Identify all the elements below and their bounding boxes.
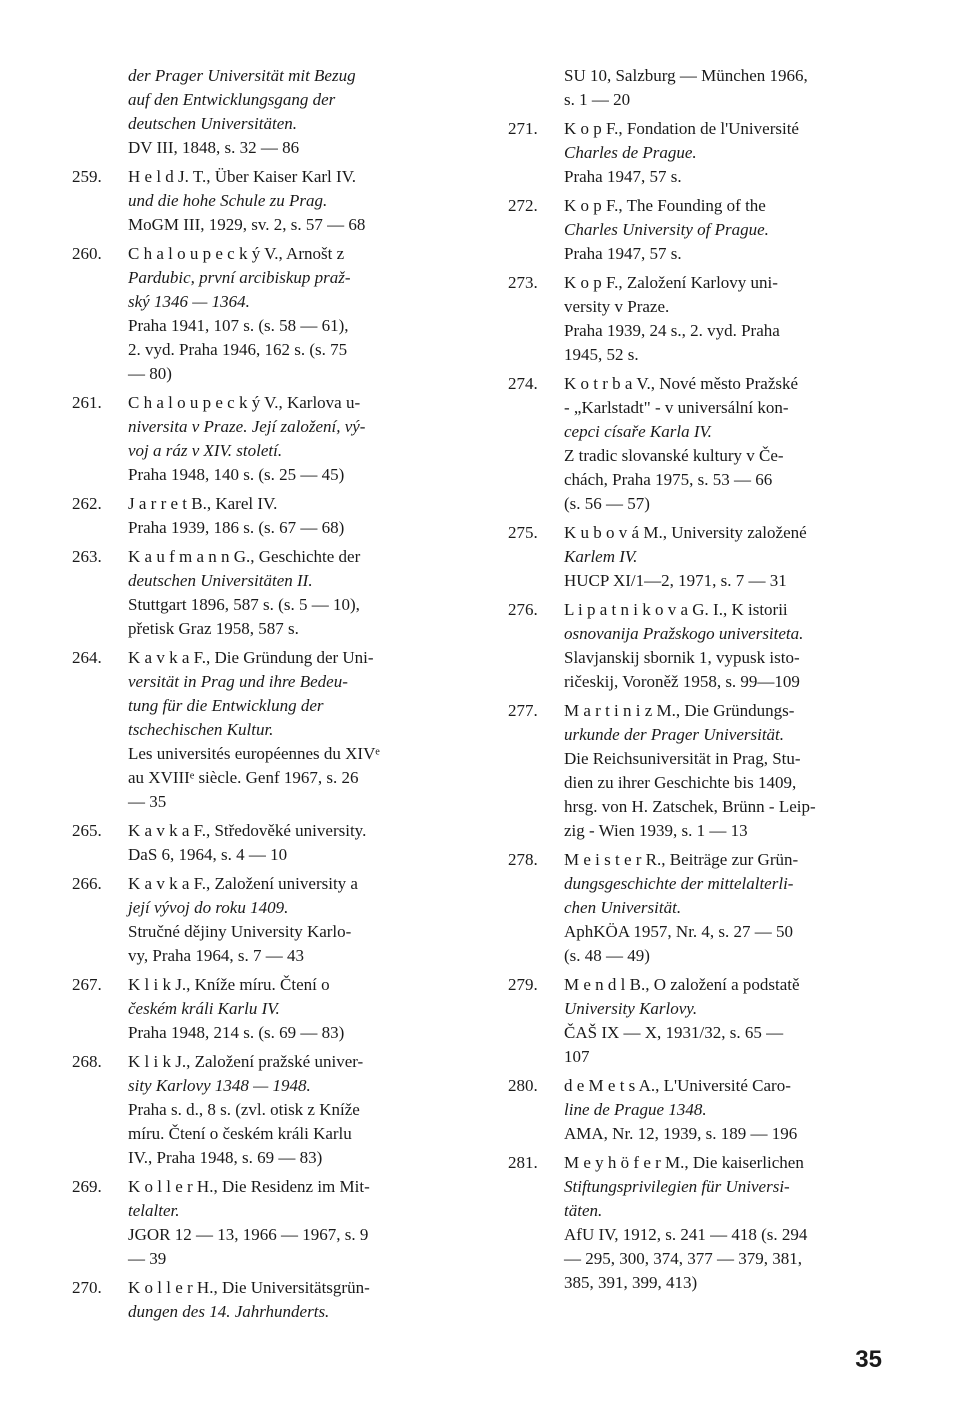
entry-line: K o p F., Založení Karlovy uni-: [564, 273, 778, 292]
bibliography-entry: [508, 848, 892, 968]
entry-line: urkunde der Prager Universität.: [564, 725, 785, 744]
entry-line: Stiftungsprivilegien für Universi-: [564, 1177, 790, 1196]
entry-text: [128, 492, 452, 540]
left-column: [72, 64, 452, 1329]
bibliography-entry: [508, 521, 892, 593]
entry-line: Pardubic, první arcibiskup praž-: [128, 268, 351, 287]
entry-line: hrsg. von H. Zatschek, Brünn - Leip-: [564, 797, 816, 816]
entry-line: K o l l e r H., Die Universitätsgrün-: [128, 1278, 370, 1297]
entry-number: 261.: [72, 393, 102, 412]
bibliography-entry: [508, 1151, 892, 1295]
entry-line: dungsgeschichte der mittelalterli-: [564, 874, 794, 893]
entry-line: der Prager Universität mit Bezug: [128, 66, 356, 85]
entry-line: und die hohe Schule zu Prag.: [128, 191, 328, 210]
entry-text: [564, 1074, 892, 1146]
entry-text: [564, 699, 892, 843]
entry-line: M e i s t e r R., Beiträge zur Grün-: [564, 850, 799, 869]
entry-line: tschechischen Kultur.: [128, 720, 274, 739]
entry-number: 268.: [72, 1052, 102, 1071]
entry-number: 269.: [72, 1177, 102, 1196]
entry-number: 272.: [508, 196, 538, 215]
entry-text: [564, 372, 892, 516]
entry-text: [128, 1175, 452, 1271]
entry-text: [128, 165, 452, 237]
entry-text: [128, 1276, 452, 1324]
entry-line: line de Prague 1348.: [564, 1100, 707, 1119]
entry-text: [564, 521, 892, 593]
entry-line: C h a l o u p e c k ý V., Arnošt z: [128, 244, 345, 263]
entry-line: SU 10, Salzburg — München 1966,: [564, 66, 808, 85]
entry-line: ský 1346 — 1364.: [128, 292, 250, 311]
bibliography-entry: [72, 819, 452, 867]
entry-line: Les universités européennes du XIVᵉ: [128, 744, 380, 763]
entry-number: 280.: [508, 1076, 538, 1095]
entry-line: míru. Čtení o českém králi Karlu: [128, 1124, 352, 1143]
entry-line: niversita v Praze. Její založení, vý-: [128, 417, 366, 436]
bibliography-entry: [508, 372, 892, 516]
entry-number: 279.: [508, 975, 538, 994]
entry-line: Karlem IV.: [564, 547, 638, 566]
entry-line: d e M e t s A., L'Université Caro-: [564, 1076, 791, 1095]
bibliography-entry: [72, 391, 452, 487]
entry-number: 259.: [72, 167, 102, 186]
entry-line: IV., Praha 1948, s. 69 — 83): [128, 1148, 323, 1167]
entry-line: K o p F., The Founding of the: [564, 196, 766, 215]
entry-line: M e y h ö f e r M., Die kaiserlichen: [564, 1153, 804, 1172]
entry-line: JGOR 12 — 13, 1966 — 1967, s. 9: [128, 1225, 369, 1244]
entry-line: AphKÖA 1957, Nr. 4, s. 27 — 50: [564, 922, 794, 941]
entry-line: — 35: [128, 792, 167, 811]
entry-line: C h a l o u p e c k ý V., Karlova u-: [128, 393, 361, 412]
entry-line: K a v k a F., Die Gründung der Uni-: [128, 648, 374, 667]
entry-text: [564, 117, 892, 189]
entry-line: deutschen Universitäten.: [128, 114, 298, 133]
entry-line: H e l d J. T., Über Kaiser Karl IV.: [128, 167, 357, 186]
entry-number: 274.: [508, 374, 538, 393]
entry-line: Praha 1947, 57 s.: [564, 244, 682, 263]
entry-line: deutschen Universitäten II.: [128, 571, 313, 590]
entry-line: českém králi Karlu IV.: [128, 999, 280, 1018]
entry-line: Praha 1948, 214 s. (s. 69 — 83): [128, 1023, 345, 1042]
entry-line: Slavjanskij sbornik 1, vypusk isto-: [564, 648, 800, 667]
bibliography-entry: [72, 646, 452, 814]
entry-line: Stuttgart 1896, 587 s. (s. 5 — 10),: [128, 595, 360, 614]
entry-line: Praha s. d., 8 s. (zvl. otisk z Kníže: [128, 1100, 360, 1119]
entry-line: chen Universität.: [564, 898, 682, 917]
entry-line: K l i k J., Kníže míru. Čtení o: [128, 975, 330, 994]
entry-line: täten.: [564, 1201, 603, 1220]
entry-line: Z tradic slovanské kultury v Če-: [564, 446, 784, 465]
entry-text: [128, 545, 452, 641]
entry-continuation: [128, 64, 452, 160]
entry-line: — 39: [128, 1249, 167, 1268]
entry-line: K a v k a F., Středověké university.: [128, 821, 367, 840]
entry-number: 276.: [508, 600, 538, 619]
entry-line: tung für die Entwicklung der: [128, 696, 324, 715]
entry-line: MoGM III, 1929, sv. 2, s. 57 — 68: [128, 215, 366, 234]
entry-continuation: [564, 64, 892, 112]
entry-line: voj a ráz v XIV. století.: [128, 441, 283, 460]
entry-line: DV III, 1848, s. 32 — 86: [128, 138, 300, 157]
entry-line: AfU IV, 1912, s. 241 — 418 (s. 294: [564, 1225, 808, 1244]
entry-text: [128, 242, 452, 386]
entry-line: Praha 1939, 24 s., 2. vyd. Praha: [564, 321, 780, 340]
entry-line: Charles de Prague.: [564, 143, 697, 162]
entry-line: Praha 1948, 140 s. (s. 25 — 45): [128, 465, 345, 484]
entry-number: 278.: [508, 850, 538, 869]
entry-line: telalter.: [128, 1201, 180, 1220]
bibliography-entry: [72, 165, 452, 237]
entry-text: [128, 1050, 452, 1170]
entry-line: zig - Wien 1939, s. 1 — 13: [564, 821, 748, 840]
entry-line: ČAŠ IX — X, 1931/32, s. 65 —: [564, 1023, 784, 1042]
bibliography-entry: [508, 271, 892, 367]
entry-line: K u b o v á M., University založené: [564, 523, 807, 542]
entry-line: Praha 1947, 57 s.: [564, 167, 682, 186]
entry-line: J a r r e t B., Karel IV.: [128, 494, 278, 513]
bibliography-entry: [72, 1050, 452, 1170]
entry-text: [564, 598, 892, 694]
entry-number: 267.: [72, 975, 102, 994]
entry-line: K o l l e r H., Die Residenz im Mit-: [128, 1177, 370, 1196]
entry-line: — 80): [128, 364, 172, 383]
entry-line: AMA, Nr. 12, 1939, s. 189 — 196: [564, 1124, 798, 1143]
bibliography-entry: [72, 872, 452, 968]
entry-text: [128, 646, 452, 814]
entry-line: chách, Praha 1975, s. 53 — 66: [564, 470, 773, 489]
entry-text: [564, 1151, 892, 1295]
entry-line: její vývoj do roku 1409.: [128, 898, 289, 917]
bibliography-entry: [72, 1175, 452, 1271]
entry-line: L i p a t n i k o v a G. I., K istorii: [564, 600, 788, 619]
entry-line: Charles University of Prague.: [564, 220, 769, 239]
bibliography-entry: [72, 545, 452, 641]
entry-line: K o t r b a V., Nové město Pražské: [564, 374, 799, 393]
entry-line: cepci císaře Karla IV.: [564, 422, 712, 441]
entry-line: osnovanija Pražskogo universiteta.: [564, 624, 804, 643]
entry-line: Praha 1941, 107 s. (s. 58 — 61),: [128, 316, 349, 335]
entry-number: 270.: [72, 1278, 102, 1297]
right-column: [508, 64, 892, 1300]
entry-number: 264.: [72, 648, 102, 667]
entry-line: au XVIIIᵉ siècle. Genf 1967, s. 26: [128, 768, 359, 787]
entry-line: DaS 6, 1964, s. 4 — 10: [128, 845, 288, 864]
entry-line: (s. 56 — 57): [564, 494, 650, 513]
entry-number: 271.: [508, 119, 538, 138]
entry-text: [128, 391, 452, 487]
entry-number: 266.: [72, 874, 102, 893]
entry-number: 273.: [508, 273, 538, 292]
entry-line: — 295, 300, 374, 377 — 379, 381,: [564, 1249, 802, 1268]
entry-line: ričeskij, Voroněž 1958, s. 99—109: [564, 672, 800, 691]
entry-line: HUCP XI/1—2, 1971, s. 7 — 31: [564, 571, 787, 590]
bibliography-entry: [72, 973, 452, 1045]
bibliography-entry: [508, 598, 892, 694]
entry-line: Stručné dějiny University Karlo-: [128, 922, 352, 941]
bibliography-entry: [508, 699, 892, 843]
entry-number: 277.: [508, 701, 538, 720]
entry-line: M a r t i n i z M., Die Gründungs-: [564, 701, 795, 720]
entry-line: - „Karlstadt" - v universální kon-: [564, 398, 789, 417]
entry-text: [564, 194, 892, 266]
entry-line: M e n d l B., O založení a podstatě: [564, 975, 800, 994]
entry-line: K o p F., Fondation de l'Université: [564, 119, 799, 138]
entry-line: Praha 1939, 186 s. (s. 67 — 68): [128, 518, 345, 537]
entry-line: dien zu ihrer Geschichte bis 1409,: [564, 773, 797, 792]
entry-line: versität in Prag und ihre Bedeu-: [128, 672, 348, 691]
entry-line: versity v Praze.: [564, 297, 670, 316]
entry-number: 265.: [72, 821, 102, 840]
bibliography-entry: [508, 117, 892, 189]
bibliography-entry: [72, 242, 452, 386]
page-number: 35: [855, 1346, 882, 1373]
entry-number: 263.: [72, 547, 102, 566]
entry-line: K a u f m a n n G., Geschichte der: [128, 547, 361, 566]
entry-line: (s. 48 — 49): [564, 946, 650, 965]
bibliography-entry: [508, 973, 892, 1069]
entry-text: [128, 819, 452, 867]
entry-number: 260.: [72, 244, 102, 263]
entry-line: University Karlovy.: [564, 999, 698, 1018]
entry-line: Die Reichsuniversität in Prag, Stu-: [564, 749, 801, 768]
entry-text: [564, 848, 892, 968]
entry-line: auf den Entwicklungsgang der: [128, 90, 336, 109]
entry-line: dungen des 14. Jahrhunderts.: [128, 1302, 330, 1321]
entry-line: K l i k J., Založení pražské univer-: [128, 1052, 364, 1071]
entry-text: [564, 973, 892, 1069]
bibliography-entry: [72, 1276, 452, 1324]
entry-line: přetisk Graz 1958, 587 s.: [128, 619, 299, 638]
entry-line: K a v k a F., Založení university a: [128, 874, 358, 893]
entry-number: 275.: [508, 523, 538, 542]
entry-number: 281.: [508, 1153, 538, 1172]
entry-text: [128, 973, 452, 1045]
bibliography-entry: [72, 492, 452, 540]
entry-line: vy, Praha 1964, s. 7 — 43: [128, 946, 304, 965]
entry-line: 2. vyd. Praha 1946, 162 s. (s. 75: [128, 340, 348, 359]
entry-line: 107: [564, 1047, 590, 1066]
entry-line: 385, 391, 399, 413): [564, 1273, 698, 1292]
entry-line: 1945, 52 s.: [564, 345, 639, 364]
bibliography-entry: [508, 1074, 892, 1146]
entry-number: 262.: [72, 494, 102, 513]
bibliography-entry: [508, 194, 892, 266]
entry-text: [128, 872, 452, 968]
entry-text: [564, 271, 892, 367]
entry-line: s. 1 — 20: [564, 90, 631, 109]
entry-line: sity Karlovy 1348 — 1948.: [128, 1076, 311, 1095]
